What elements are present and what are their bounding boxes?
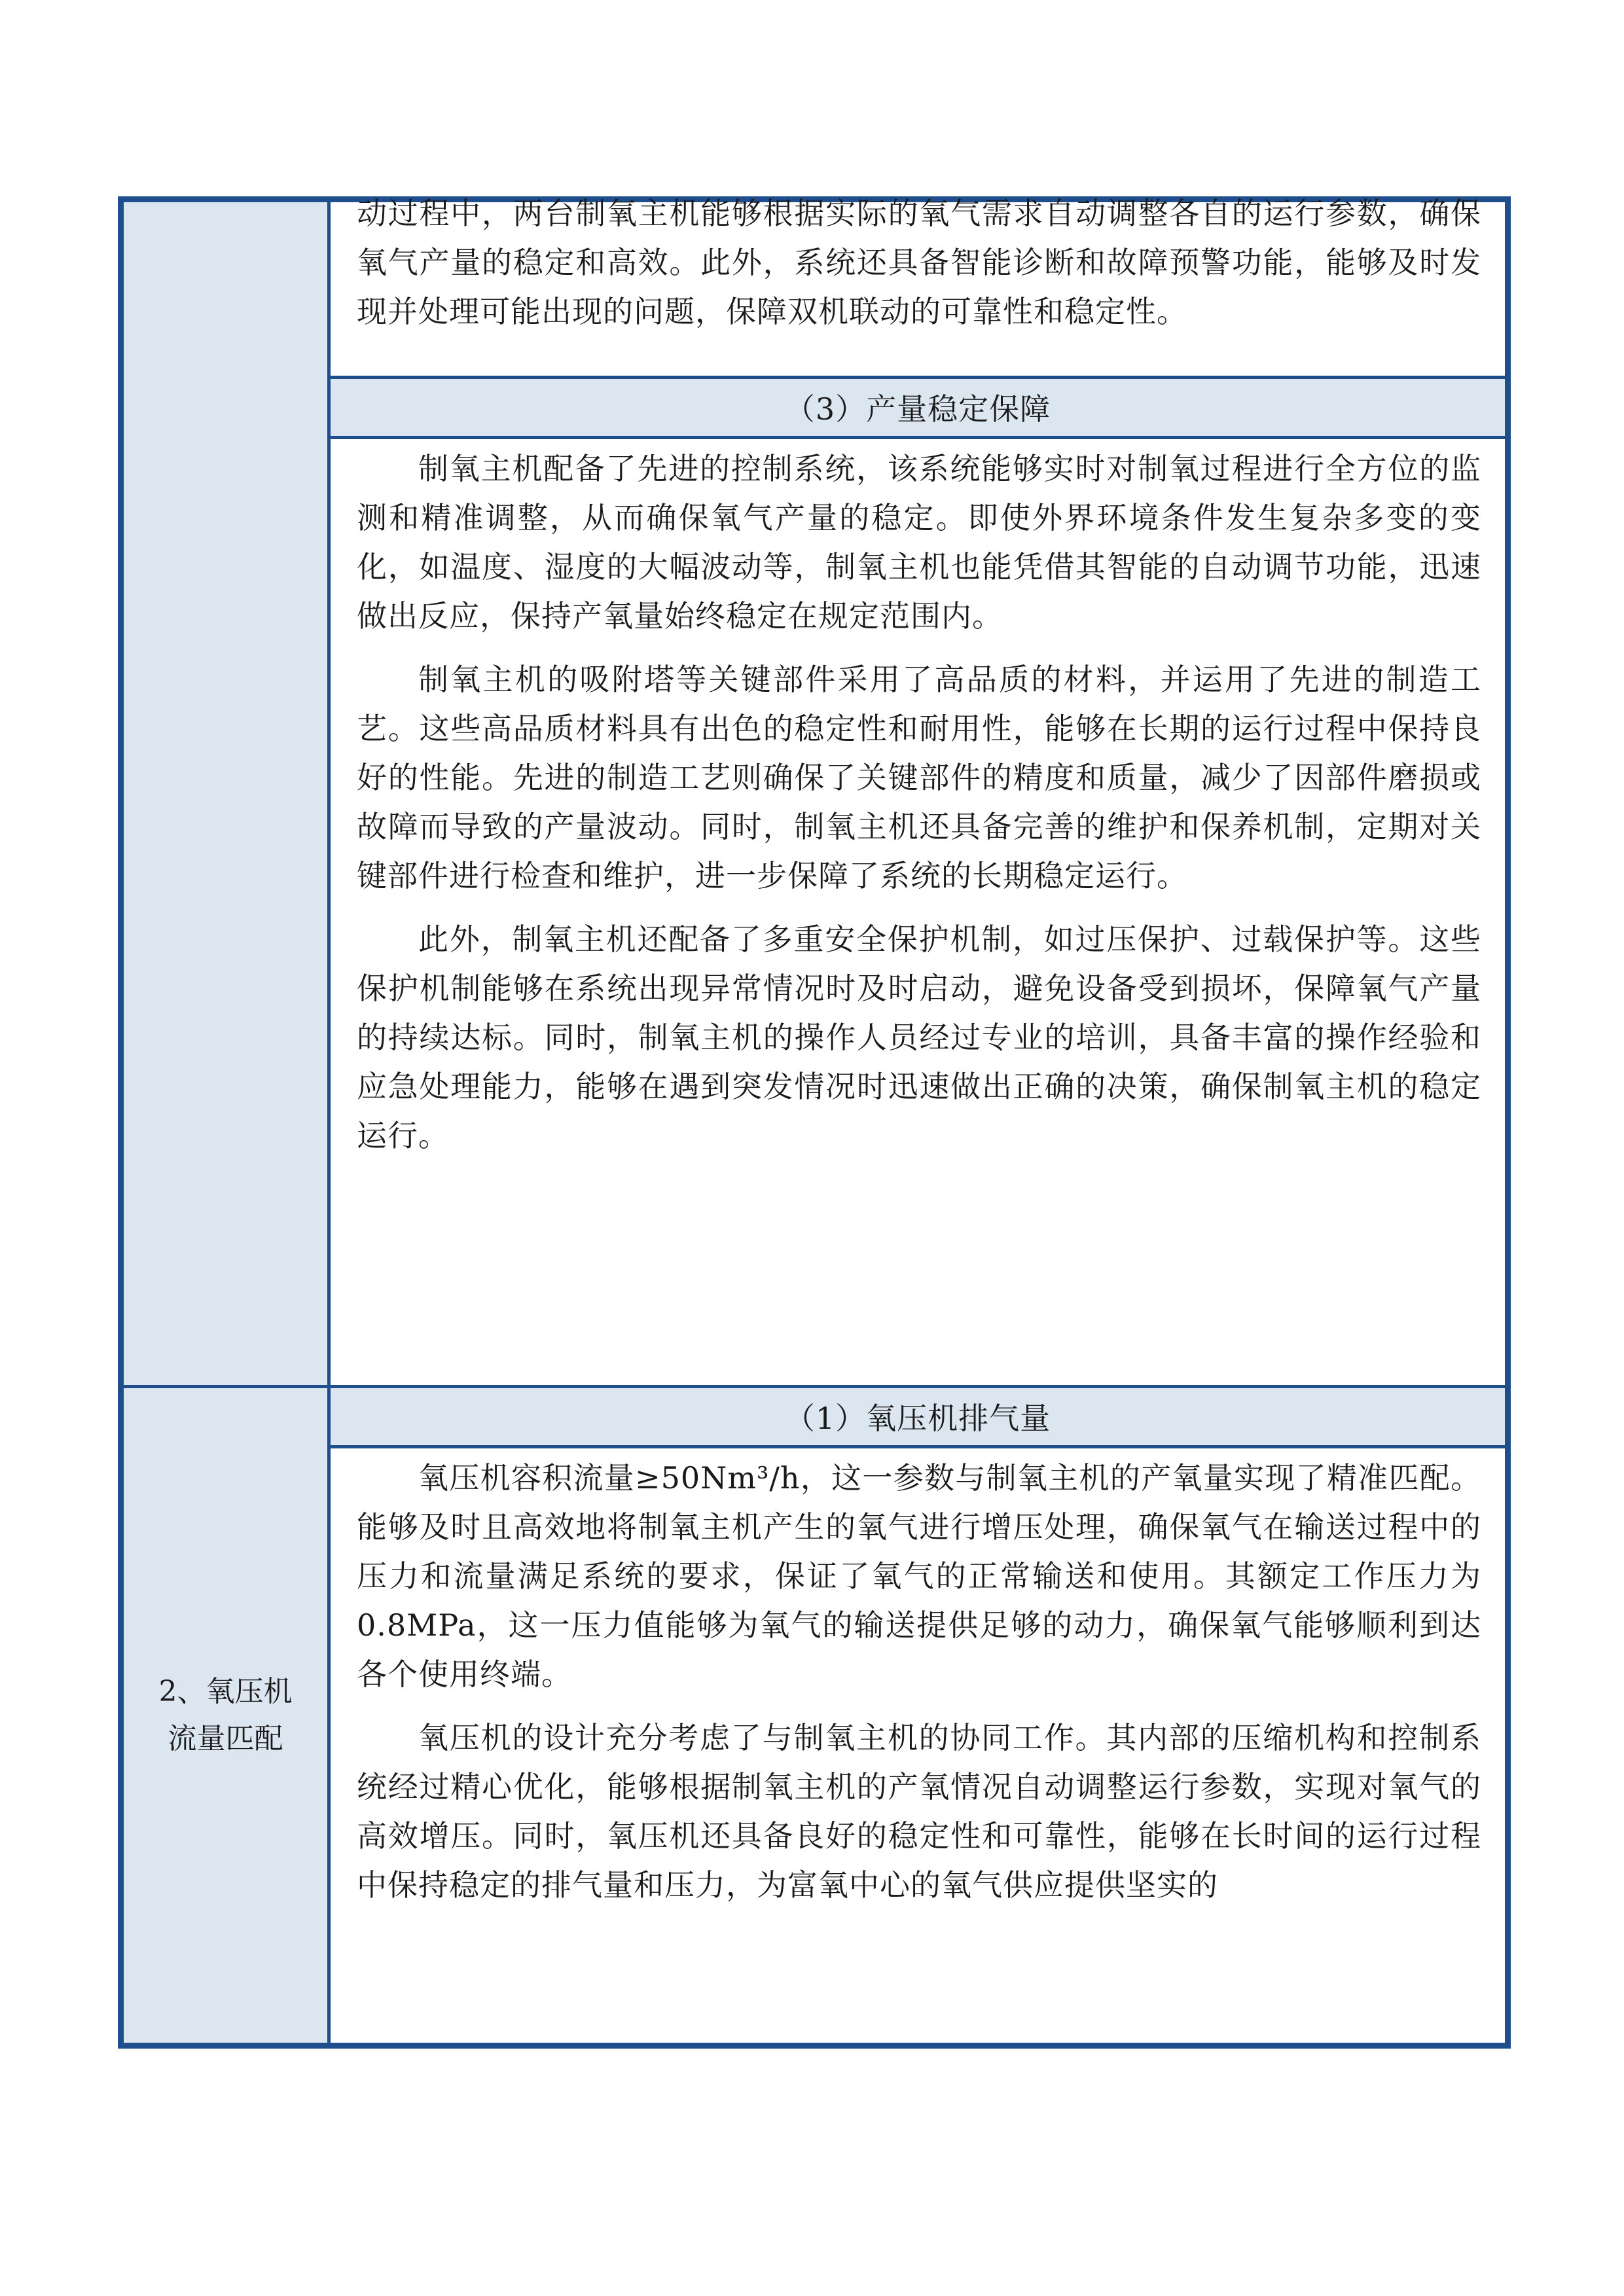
paragraph: 制氧主机配备了先进的控制系统，该系统能够实时对制氧过程进行全方位的监测和精准调整，从而确保氧气产量的稳定。即使外界环境条件发生复杂多变的变化，如温度、湿度的大幅波动等，制氧主机也能凭借其智能的自动调节功能，迅速做出反应，保持产氧量始终稳定在规定范围内。 [357,451,1481,634]
section-title-stability: （3）产量稳定保障 [331,379,1505,439]
row-2-content-cell [331,1388,1505,2043]
continued-paragraph-block [331,189,1505,379]
paragraph: 此外，制氧主机还配备了多重安全保护机制，如过压保护、过载保护等。这些保护机制能够在系统出现异常情况时及时启动，避免设备受到损坏，保障氧气产量的持续达标。同时，制氧主机的操作人员经过专业的培训，具备丰富的操作经验和应急处理能力，能够在遇到突发情况时迅速做出正确的决策，确保制氧主机的稳定运行。 [357,922,1481,1153]
row-1-label-cell [124,202,331,1388]
row-2-label-cell [124,1388,331,2043]
row-label-line: 流量匹配 [168,1722,283,1755]
row-label [159,1668,293,1763]
paragraph: 氧压机容积流量≥50Nm³/h，这一参数与制氧主机的产氧量实现了精准匹配。能够及时且高效地将制氧主机产生的氧气进行增压处理，确保氧气在输送过程中的压力和流量满足系统的要求，保证了氧气的正常输送和使用。其额定工作压力为 0.8MPa，这一压力值能够为氧气的输送提供足够的动力，确保氧气能够顺利到达各个使用终端。 [357,1460,1481,1692]
stability-paragraphs [331,439,1505,1160]
row-1-content-cell [331,196,1505,1388]
row-label-line: 2、氧压机 [158,1675,293,1708]
compressor-paragraphs [331,1448,1505,1910]
paragraph: 氧压机的设计充分考虑了与制氧主机的协同工作。其内部的压缩机构和控制系统经过精心优化，能够根据制氧主机的产氧情况自动调整运行参数，实现对氧气的高效增压。同时，氧压机还具备良好的稳定性和可靠性，能够在长时间的运行过程中保持稳定的排气量和压力，为富氧中心的氧气供应提供坚实的 [357,1720,1481,1903]
paragraph: 制氧主机的吸附塔等关键部件采用了高品质的材料，并运用了先进的制造工艺。这些高品质材料具有出色的稳定性和耐用性，能够在长期的运行过程中保持良好的性能。先进的制造工艺则确保了关键部件的精度和质量，减少了因部件磨损或故障而导致的产量波动。同时，制氧主机还具备完善的维护和保养机制，定期对关键部件进行检查和维护，进一步保障了系统的长期稳定运行。 [357,662,1481,893]
continued-paragraph: 动过程中，两台制氧主机能够根据实际的氧气需求自动调整各自的运行参数，确保氧气产量的稳定和高效。此外，系统还具备智能诊断和故障预警功能，能够及时发现并处理可能出现的问题，保障双机联动的可靠性和稳定性。 [357,196,1481,329]
document-table [118,196,1511,2049]
section-title-compressor-flow: （1）氧压机排气量 [331,1388,1505,1448]
